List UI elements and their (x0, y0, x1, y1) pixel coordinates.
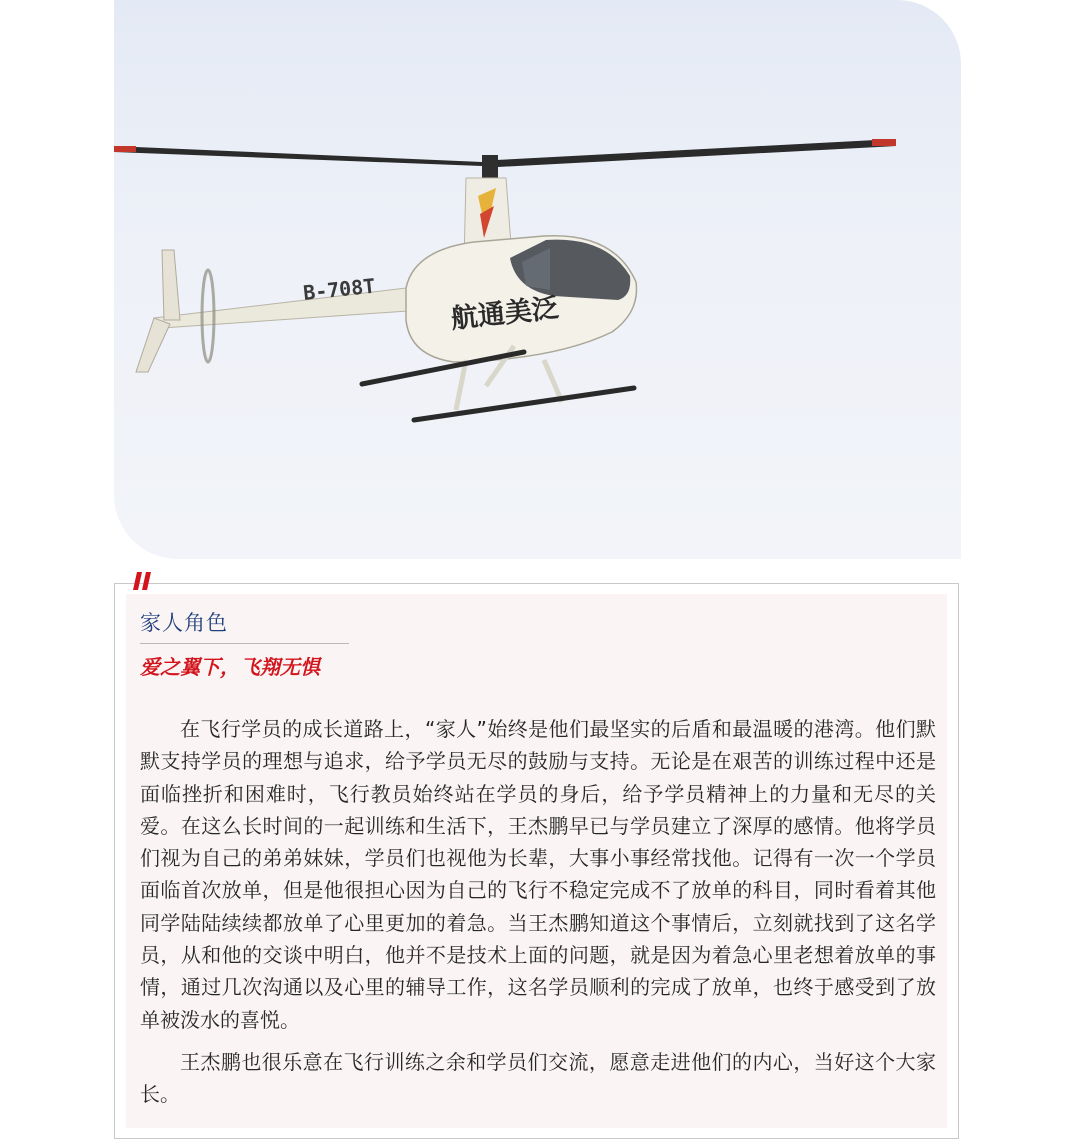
article-body (140, 713, 936, 1121)
fuselage-lettering: 航通美泛 (449, 292, 561, 335)
rotor-blade-left (114, 146, 482, 166)
tail-fin-lower (136, 318, 170, 372)
section-divider (140, 643, 349, 644)
section-title: 家人角色 (140, 611, 228, 635)
helicopter-photo (114, 0, 961, 559)
rotor-tip-left (114, 146, 136, 152)
registration-mark: B-708T (302, 273, 377, 305)
rotor-blade-right (496, 139, 896, 167)
helicopter-illustration (114, 0, 961, 559)
quote-mark-icon (133, 572, 155, 590)
tail-fin (162, 250, 180, 320)
skid-strut-front-right (544, 360, 562, 402)
section-subtitle: 爱之翼下，飞翔无惧 (140, 655, 320, 679)
paragraph: 在飞行学员的成长道路上，“家人”始终是他们最坚实的后盾和最温暖的港湾。他们默默支持学员的理想与追求，给予学员无尽的鼓励与支持。无论是在艰苦的训练过程中还是面临挫折和困难时，飞行教员始终站在学员的身后，给予学员精神上的力量和无尽的关爱。在这么长时间的一起训练和生活下，王杰鹏早已与学员建立了深厚的感情。他将学员们视为自己的弟弟妹妹，学员们也视他为长辈，大事小事经常找他。记得有一次一个学员面临首次放单，但是他很担心因为自己的飞行不稳定完成不了放单的科目，同时看着其他同学陆陆续续都放单了心里更加的着急。当王杰鹏知道这个事情后，立刻就找到了这名学员，从和他的交谈中明白，他并不是技术上面的问题，就是因为着急心里老想着放单的事情，通过几次沟通以及心里的辅导工作，这名学员顺利的完成了放单，也终于感受到了放单被泼水的喜悦。 (140, 717, 936, 1032)
rotor-tip-right (872, 139, 896, 146)
rotor-mast (482, 155, 498, 181)
skid-right (414, 388, 634, 420)
paragraph: 王杰鹏也很乐意在飞行训练之余和学员们交流，愿意走进他们的内心，当好这个大家长。 (140, 1049, 936, 1107)
